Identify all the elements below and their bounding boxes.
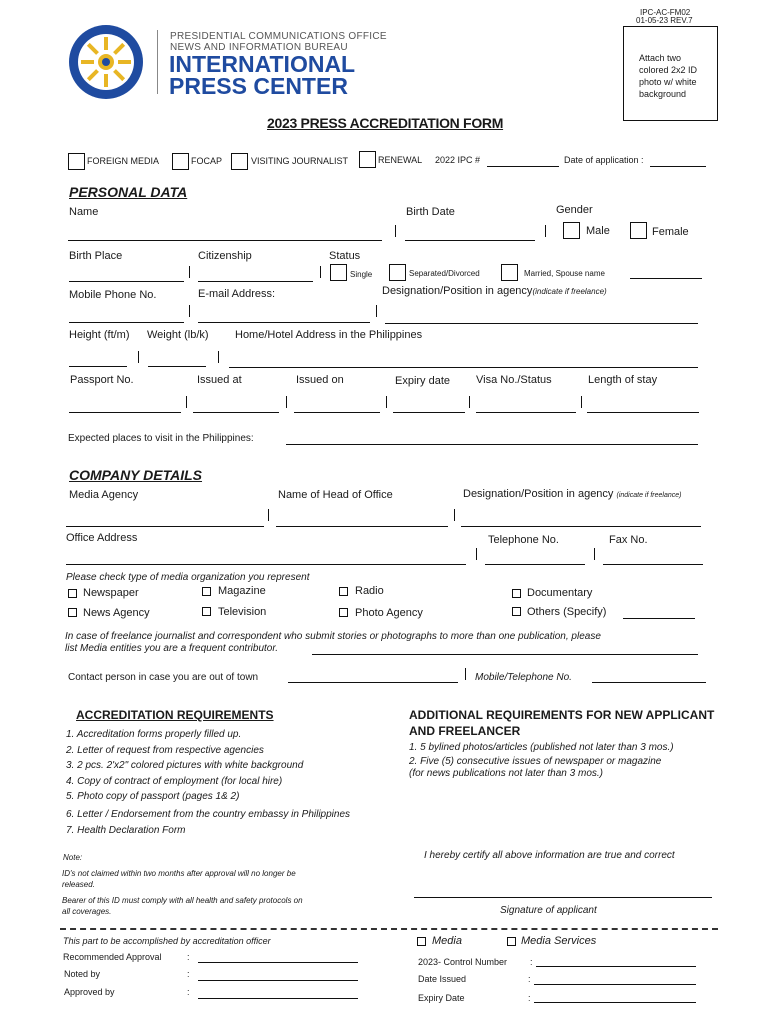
photo-box-text: Attach two colored 2x2 ID photo w/ white background (639, 53, 698, 99)
designation-text: Designation/Position in agency (382, 285, 533, 297)
signature-field[interactable] (414, 897, 712, 898)
note-2-line-2: all coverages. (62, 907, 112, 916)
office-address-field[interactable] (66, 564, 466, 565)
additional-requirements-heading-1: ADDITIONAL REQUIREMENTS FOR NEW APPLICANT (409, 708, 715, 722)
personal-data-heading: PERSONAL DATA (69, 184, 188, 200)
focap-checkbox[interactable] (172, 153, 189, 170)
separated-label: Separated/Divorced (409, 269, 480, 278)
head-of-office-field[interactable] (276, 526, 448, 527)
weight-label: Weight (lb/k) (147, 329, 209, 341)
contact-person-label: Contact person in case you are out of town (68, 672, 259, 683)
single-label: Single (350, 270, 373, 279)
newspaper-checkbox[interactable] (68, 589, 77, 598)
header-title-1: INTERNATIONAL (169, 51, 356, 77)
media-services-label: Media Services (521, 935, 597, 947)
cut-line-divider (60, 928, 718, 930)
control-number-field[interactable] (536, 966, 696, 967)
ipc-no-label: 2022 IPC # (435, 155, 481, 165)
radio-checkbox[interactable] (339, 587, 348, 596)
news-agency-label: News Agency (83, 607, 150, 619)
company-designation-text: Designation/Position in agency (463, 488, 614, 500)
noted-by-field[interactable] (198, 980, 358, 981)
name-label: Name (69, 206, 99, 218)
separator (286, 396, 287, 408)
separator (465, 668, 466, 680)
married-checkbox[interactable] (501, 264, 518, 281)
citizenship-label: Citizenship (198, 250, 252, 262)
header-line1: PRESIDENTIAL COMMUNICATIONS OFFICE (170, 31, 387, 42)
citizenship-field[interactable] (198, 281, 313, 282)
mobile-field[interactable] (69, 322, 184, 323)
designation-field[interactable] (385, 323, 698, 324)
birth-date-label: Birth Date (406, 206, 455, 218)
issued-on-field[interactable] (294, 412, 380, 413)
spouse-name-field[interactable] (630, 278, 702, 279)
separator (469, 396, 470, 408)
additional-requirements-heading-2: AND FREELANCER (409, 724, 521, 738)
renewal-checkbox[interactable] (359, 151, 376, 168)
separated-checkbox[interactable] (389, 264, 406, 281)
colon: : (187, 969, 190, 979)
height-field[interactable] (69, 366, 127, 367)
recommended-approval-label: Recommended Approval (63, 952, 162, 962)
signature-label: Signature of applicant (500, 905, 597, 916)
newspaper-label: Newspaper (83, 587, 139, 599)
focap-label: FOCAP (191, 156, 223, 166)
issued-on-label: Issued on (296, 374, 344, 386)
separator (395, 225, 396, 237)
requirement-item: 1. Accreditation forms properly filled up. (66, 729, 242, 740)
additional-requirement-item: (for news publications not later than 3 mos.) (409, 768, 603, 779)
address-field[interactable] (229, 367, 698, 368)
documentary-label: Documentary (527, 587, 593, 599)
media-checkbox[interactable] (417, 937, 426, 946)
birth-place-field[interactable] (69, 281, 184, 282)
status-label: Status (329, 250, 361, 262)
foreign-media-label: FOREIGN MEDIA (87, 156, 160, 166)
mobile-telephone-field[interactable] (592, 682, 706, 683)
magazine-label: Magazine (218, 585, 266, 597)
header-title-2: PRESS CENTER (169, 73, 348, 99)
passport-label: Passport No. (70, 374, 134, 386)
additional-requirement-item: 1. 5 bylined photos/articles (published not later than 3 mos.) (409, 742, 674, 753)
gender-label: Gender (556, 204, 593, 216)
colon: : (187, 952, 190, 962)
female-checkbox[interactable] (630, 222, 647, 239)
email-label: E-mail Address: (198, 288, 276, 300)
control-number-label: 2023- Control Number (418, 957, 508, 967)
passport-field[interactable] (69, 412, 181, 413)
accreditation-requirements-heading: ACCREDITATION REQUIREMENTS (76, 708, 274, 722)
media-services-checkbox[interactable] (507, 937, 516, 946)
head-of-office-label: Name of Head of Office (278, 489, 393, 501)
email-field[interactable] (198, 322, 370, 323)
length-of-stay-label: Length of stay (588, 374, 658, 386)
media-agency-label: Media Agency (69, 489, 139, 501)
certification-statement: I hereby certify all above information are true and correct (424, 850, 675, 861)
telephone-field[interactable] (485, 564, 585, 565)
male-checkbox[interactable] (563, 222, 580, 239)
height-label: Height (ft/m) (69, 329, 130, 341)
separator (594, 548, 595, 560)
expiry-date-label: Expiry date (395, 375, 451, 387)
date-of-application-label: Date of application : (564, 155, 644, 165)
fax-label: Fax No. (609, 534, 648, 546)
mobile-telephone-label: Mobile/Telephone No. (475, 672, 572, 683)
media-type-prompt: Please check type of media organization you represent (66, 572, 310, 583)
address-label: Home/Hotel Address in the Philippines (235, 329, 423, 341)
date-of-application-field[interactable] (650, 166, 706, 167)
photo-agency-label: Photo Agency (355, 607, 423, 619)
expiry-date-field[interactable] (393, 412, 465, 413)
recommended-approval-field[interactable] (198, 962, 358, 963)
birth-date-field[interactable] (405, 240, 535, 241)
separator (186, 396, 187, 408)
separator (454, 509, 455, 521)
approved-by-label: Approved by (64, 987, 115, 997)
header-line2: NEWS AND INFORMATION BUREAU (170, 42, 348, 53)
male-label: Male (586, 225, 610, 237)
renewal-label: RENEWAL (378, 155, 423, 165)
media-agency-field[interactable] (66, 526, 264, 527)
separator (476, 548, 477, 560)
colon: : (528, 974, 531, 984)
mobile-label: Mobile Phone No. (69, 289, 157, 301)
requirement-item: 4. Copy of contract of employment (for local hire) (66, 776, 283, 787)
logo-divider (157, 30, 158, 94)
separator (376, 305, 377, 317)
colon: : (187, 987, 190, 997)
freelance-instruction-2: list Media entities you are a frequent contributor. (65, 643, 279, 654)
separator (268, 509, 269, 521)
form-title: 2023 PRESS ACCREDITATION FORM (267, 115, 504, 131)
name-field[interactable] (68, 240, 382, 241)
officer-section-heading: This part to be accomplished by accreditation officer (63, 936, 271, 946)
documentary-checkbox[interactable] (512, 589, 521, 598)
visiting-journalist-label: VISITING JOURNALIST (251, 156, 349, 166)
weight-field[interactable] (148, 366, 206, 367)
ipc-no-field[interactable] (487, 166, 559, 167)
magazine-checkbox[interactable] (202, 587, 211, 596)
news-agency-checkbox[interactable] (68, 608, 77, 617)
telephone-label: Telephone No. (488, 534, 559, 546)
company-designation-field[interactable] (461, 526, 701, 527)
contact-person-field[interactable] (288, 682, 458, 683)
company-designation-label (463, 488, 681, 500)
separator (189, 266, 190, 278)
separator (545, 225, 546, 237)
visa-label: Visa No./Status (476, 374, 552, 386)
birth-place-label: Birth Place (69, 250, 123, 262)
ipc-seal-logo (58, 24, 154, 100)
length-of-stay-field[interactable] (587, 412, 699, 413)
note-2-line-1: Bearer of this ID must comply with all health and safety protocols on (62, 896, 303, 905)
issued-at-label: Issued at (197, 374, 242, 386)
separator (386, 396, 387, 408)
additional-requirement-item: 2. Five (5) consecutive issues of newspaper or magazine (409, 756, 662, 767)
requirement-item: 7. Health Declaration Form (66, 825, 186, 836)
fax-field[interactable] (603, 564, 703, 565)
company-designation-note: (indicate if freelance) (616, 492, 682, 499)
noted-by-label: Noted by (64, 969, 101, 979)
visa-field[interactable] (476, 412, 576, 413)
television-checkbox[interactable] (202, 607, 211, 616)
colon: : (530, 957, 533, 967)
requirement-item: 5. Photo copy of passport (pages 1& 2) (66, 791, 240, 802)
places-label: Expected places to visit in the Philippines: (68, 433, 254, 444)
company-details-heading: COMPANY DETAILS (69, 467, 203, 483)
designation-label (382, 285, 607, 297)
separator (581, 396, 582, 408)
photo-box[interactable] (623, 26, 718, 121)
places-field[interactable] (286, 444, 698, 445)
note-label: Note: (63, 853, 83, 862)
form-revision: 01-05-23 REV.7 (636, 16, 693, 25)
office-address-label: Office Address (66, 532, 138, 544)
others-checkbox[interactable] (512, 607, 521, 616)
freelance-instruction-1: In case of freelance journalist and correspondent who submit stories or photographs to more than one publication, please (65, 631, 601, 642)
visiting-journalist-checkbox[interactable] (231, 153, 248, 170)
issued-at-field[interactable] (193, 412, 279, 413)
media-label: Media (432, 935, 462, 947)
frequent-contributor-field[interactable] (312, 654, 698, 655)
date-issued-field[interactable] (534, 984, 696, 985)
colon: : (528, 993, 531, 1003)
designation-note: (indicate if freelance) (532, 287, 607, 296)
female-label: Female (652, 226, 689, 238)
others-specify-field[interactable] (623, 618, 695, 619)
married-label: Married, Spouse name (524, 269, 605, 278)
expiry-date-officer-field[interactable] (534, 1002, 696, 1003)
requirement-item: 6. Letter / Endorsement from the country embassy in Philippines (66, 809, 351, 820)
note-1-line-1: ID's not claimed within two months after approval will no longer be (62, 869, 296, 878)
separator (218, 351, 219, 363)
date-issued-label: Date Issued (418, 974, 467, 984)
requirement-item: 2. Letter of request from respective agencies (66, 745, 264, 756)
radio-label: Radio (355, 585, 384, 597)
expiry-date-officer-label: Expiry Date (418, 993, 465, 1003)
photo-agency-checkbox[interactable] (339, 608, 348, 617)
requirement-item: 3. 2 pcs. 2'x2" colored pictures with white background (66, 760, 304, 771)
approved-by-field[interactable] (198, 998, 358, 999)
foreign-media-checkbox[interactable] (68, 153, 85, 170)
form-code: IPC-AC-FM02 (640, 8, 691, 17)
note-1-line-2: released. (62, 880, 95, 889)
separator (138, 351, 139, 363)
television-label: Television (218, 606, 267, 618)
separator (320, 266, 321, 278)
others-label: Others (Specify) (527, 606, 607, 618)
single-checkbox[interactable] (330, 264, 347, 281)
separator (189, 305, 190, 317)
